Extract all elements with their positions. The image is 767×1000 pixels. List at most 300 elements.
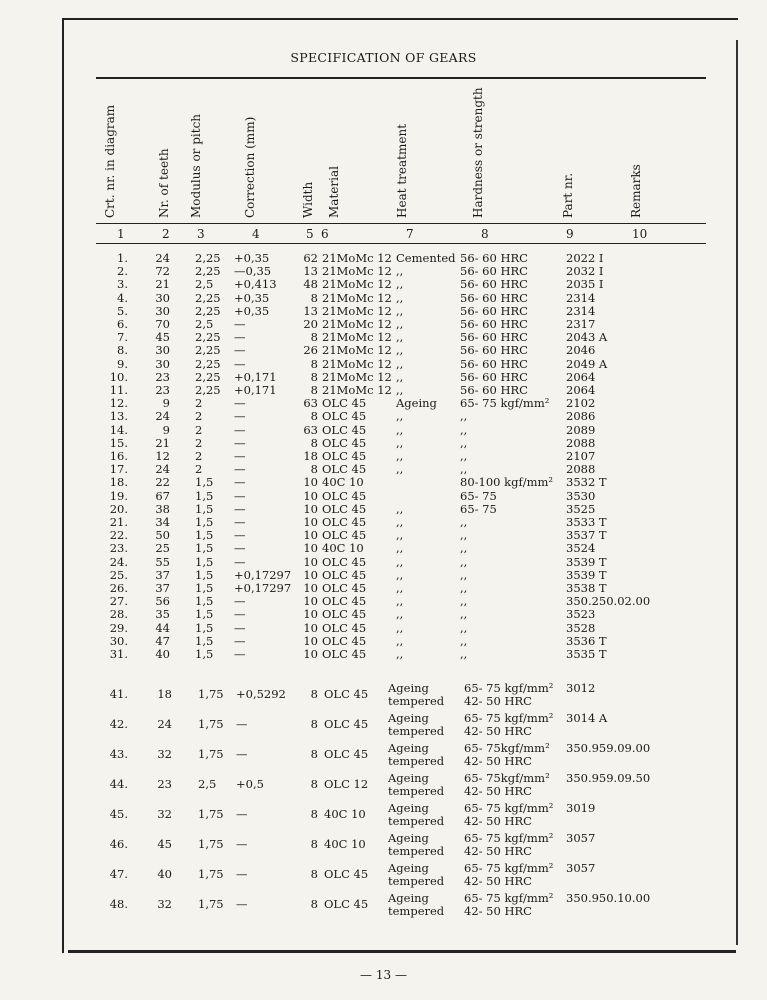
cell-width: 10 [303, 541, 318, 556]
cell-correction: +0,17297 [234, 581, 292, 595]
cell-width: 63 [303, 422, 318, 437]
cell-heat-treatment: ,, [396, 290, 404, 305]
cell-width: 8 [310, 867, 318, 881]
cell-correction: — [234, 633, 246, 648]
page-frame-left [62, 18, 64, 953]
column-number: 10 [632, 227, 648, 241]
cell-modulus: 1,5 [195, 581, 214, 595]
cell-crt-nr: 9. [117, 356, 128, 371]
cell-width: 10 [303, 515, 318, 529]
cell-heat-treatment: ,, [396, 317, 404, 331]
cell-width: 8 [310, 462, 318, 477]
cell-material: 40C 10 [322, 541, 364, 556]
cell-crt-nr: 18. [109, 475, 128, 490]
cell-width: 10 [303, 554, 318, 569]
cell-crt-nr: 8. [117, 343, 128, 358]
cell-heat-treatment: ,, [396, 581, 404, 595]
cell-modulus: 1,5 [195, 528, 214, 543]
cell-material: 21MoMc 12 [322, 277, 392, 292]
cell-heat-treatment: ,, [396, 633, 404, 648]
cell-width: 10 [303, 607, 318, 622]
cell-material: OLC 45 [322, 581, 367, 595]
cell-material: OLC 45 [324, 717, 369, 731]
cell-width: 8 [310, 356, 318, 371]
cell-part-nr: 3538 T [566, 581, 607, 595]
cell-material: OLC 45 [322, 554, 367, 569]
cell-crt-nr: 46. [109, 837, 128, 851]
cell-correction: +0,5 [236, 777, 264, 791]
cell-part-nr: 3057 [566, 861, 596, 875]
cell-part-nr: 3019 [566, 801, 596, 815]
page-frame-top [62, 18, 738, 20]
cell-teeth: 9 [162, 396, 170, 411]
cell-material: OLC 45 [322, 462, 367, 477]
cell-width: 8 [310, 330, 318, 345]
cell-teeth: 21 [155, 435, 170, 450]
cell-part-nr: 2032 I [566, 264, 604, 279]
cell-hardness: ,, [460, 449, 468, 463]
cell-hardness: 65- 75 [460, 501, 497, 516]
cell-crt-nr: 45. [109, 807, 128, 821]
cell-material: OLC 45 [322, 501, 367, 516]
cell-crt-nr: 48. [109, 897, 128, 911]
cell-width: 8 [310, 897, 318, 911]
cell-teeth: 24 [155, 251, 170, 265]
cell-material: OLC 45 [322, 607, 367, 622]
column-number: 8 [481, 227, 489, 241]
cell-width: 13 [303, 303, 318, 318]
cell-crt-nr: 44. [109, 777, 128, 791]
cell-part-nr: 2314 [566, 303, 596, 318]
cell-heat-treatment: Ageing [388, 831, 429, 845]
cell-modulus: 1,5 [195, 633, 214, 648]
cell-width: 8 [310, 435, 318, 450]
cell-hardness: 56- 60 HRC [460, 317, 528, 331]
cell-width: 26 [303, 343, 318, 358]
cell-material: 40C 10 [324, 807, 366, 821]
cell-teeth: 32 [157, 747, 172, 761]
cell-width: 8 [310, 717, 318, 731]
cell-teeth: 70 [155, 317, 170, 331]
cell-correction: — [234, 528, 246, 543]
cell-hardness: 56- 60 HRC [460, 343, 528, 358]
cell-material: OLC 45 [324, 747, 369, 761]
cell-crt-nr: 11. [109, 383, 128, 397]
cell-modulus: 1,5 [195, 515, 214, 529]
cell-teeth: 44 [155, 620, 170, 635]
cell-modulus: 1,5 [195, 647, 214, 661]
cell-correction: — [234, 620, 246, 635]
cell-hardness: 65- 75 [460, 488, 497, 503]
cell-crt-nr: 4. [117, 290, 128, 305]
cell-part-nr: 350.959.09.00 [566, 741, 651, 755]
cell-material: OLC 45 [324, 897, 369, 911]
cell-crt-nr: 42. [109, 717, 128, 731]
cell-hardness: ,, [460, 462, 468, 477]
cell-heat-treatment: Ageing [388, 711, 429, 725]
cell-modulus: 2,25 [195, 290, 221, 305]
cell-crt-nr: 24. [109, 554, 128, 569]
cell-crt-nr: 15. [109, 435, 128, 450]
cell-strength: 65- 75kgf/mm² [464, 771, 550, 785]
cell-part-nr: 2107 [566, 449, 596, 463]
cell-hardness: ,, [460, 581, 468, 595]
cell-correction: — [236, 717, 248, 731]
header-modulus: Modulus or pitch [189, 113, 203, 218]
page-frame-bottom [68, 950, 736, 953]
cell-heat-treatment: Ageing [388, 801, 429, 815]
cell-heat-treatment: Ageing [388, 741, 429, 755]
column-number: 9 [566, 227, 574, 241]
cell-modulus: 1,5 [195, 541, 214, 556]
cell-hardness: ,, [460, 594, 468, 609]
cell-width: 62 [303, 251, 318, 265]
cell-crt-nr: 47. [109, 867, 128, 881]
cell-part-nr: 3057 [566, 831, 596, 845]
cell-teeth: 47 [155, 633, 170, 648]
cell-crt-nr: 31. [109, 647, 128, 661]
cell-correction: — [236, 867, 248, 881]
header-rule-bottom [96, 243, 706, 244]
cell-width: 8 [310, 777, 318, 791]
cell-width: 8 [310, 290, 318, 305]
cell-hardness: 56- 60 HRC [460, 330, 528, 345]
cell-hardness: 56- 60 HRC [460, 356, 528, 371]
cell-heat-treatment: ,, [396, 369, 404, 384]
cell-modulus: 2,25 [195, 330, 221, 345]
cell-crt-nr: 23. [109, 541, 128, 556]
cell-strength: 65- 75 kgf/mm² [464, 711, 554, 725]
cell-crt-nr: 19. [109, 488, 128, 503]
cell-part-nr: 3524 [566, 541, 596, 556]
column-number: 1 [117, 227, 125, 241]
cell-part-nr: 2064 [566, 383, 596, 397]
cell-strength: 65- 75 kgf/mm² [464, 801, 554, 815]
cell-material: 21MoMc 12 [322, 369, 392, 384]
cell-heat-treatment-2: tempered [388, 724, 445, 738]
cell-correction: +0,35 [234, 290, 270, 305]
cell-modulus: 1,5 [195, 620, 214, 635]
cell-correction: +0,17297 [234, 567, 292, 582]
cell-heat-treatment: ,, [396, 343, 404, 358]
cell-part-nr: 3535 T [566, 647, 607, 661]
cell-teeth: 24 [157, 717, 172, 731]
cell-modulus: 2,25 [195, 383, 221, 397]
column-number: 3 [197, 227, 205, 241]
cell-teeth: 9 [162, 422, 170, 437]
column-number: 5 [306, 227, 314, 241]
cell-part-nr: 3530 [566, 488, 596, 503]
header-hardness: Hardness or strength [471, 87, 485, 218]
cell-modulus: 1,5 [195, 594, 214, 609]
cell-part-nr: 2314 [566, 290, 596, 305]
header-heat-treatment: Heat treatment [395, 123, 409, 218]
cell-material: 21MoMc 12 [322, 317, 392, 331]
cell-teeth: 37 [155, 567, 170, 582]
cell-modulus: 2 [195, 396, 203, 411]
cell-heat-treatment-2: tempered [388, 784, 445, 798]
cell-teeth: 40 [155, 647, 170, 661]
cell-material: OLC 45 [322, 449, 367, 463]
cell-modulus: 2,25 [195, 343, 221, 358]
cell-heat-treatment: ,, [396, 647, 404, 661]
cell-width: 10 [303, 581, 318, 595]
cell-heat-treatment-2: tempered [388, 904, 445, 918]
cell-strength: 65- 75 kgf/mm² [464, 861, 554, 875]
cell-material: OLC 45 [322, 620, 367, 635]
cell-width: 8 [310, 369, 318, 384]
cell-part-nr: 2064 [566, 369, 596, 384]
cell-teeth: 23 [155, 383, 170, 397]
cell-modulus: 1,75 [198, 807, 224, 821]
cell-heat-treatment: ,, [396, 620, 404, 635]
cell-width: 10 [303, 620, 318, 635]
cell-heat-treatment: ,, [396, 515, 404, 529]
cell-material: 21MoMc 12 [322, 356, 392, 371]
cell-material: 21MoMc 12 [322, 264, 392, 279]
cell-hardness: ,, [460, 409, 468, 424]
cell-part-nr: 350.950.10.00 [566, 891, 651, 905]
cell-hardness: 56- 60 HRC [460, 290, 528, 305]
cell-correction: —0,35 [234, 264, 272, 279]
cell-material: OLC 45 [322, 488, 367, 503]
cell-hardness: 56- 60 HRC [460, 383, 528, 397]
cell-modulus: 1,75 [198, 717, 224, 731]
cell-width: 8 [310, 807, 318, 821]
cell-material: OLC 45 [322, 396, 367, 411]
cell-heat-treatment: ,, [396, 330, 404, 345]
cell-correction: — [234, 343, 246, 358]
cell-correction: — [236, 897, 248, 911]
header-correction: Correction (mm) [243, 116, 257, 218]
cell-crt-nr: 12. [109, 396, 128, 411]
cell-teeth: 25 [155, 541, 170, 556]
cell-part-nr: 350.959.09.50 [566, 771, 651, 785]
cell-crt-nr: 30. [109, 633, 128, 648]
cell-material: 40C 10 [322, 475, 364, 490]
cell-material: 21MoMc 12 [322, 303, 392, 318]
cell-heat-treatment: ,, [396, 594, 404, 609]
cell-teeth: 24 [155, 462, 170, 477]
cell-heat-treatment: ,, [396, 554, 404, 569]
cell-hardness: ,, [460, 541, 468, 556]
cell-correction: — [234, 475, 246, 490]
cell-teeth: 30 [155, 343, 170, 358]
cell-modulus: 1,5 [195, 501, 214, 516]
cell-crt-nr: 20. [109, 501, 128, 516]
cell-strength: 65- 75kgf/mm² [464, 741, 550, 755]
cell-hardness: ,, [460, 633, 468, 648]
cell-part-nr: 2035 I [566, 277, 604, 292]
cell-width: 8 [310, 747, 318, 761]
cell-part-nr: 3523 [566, 607, 596, 622]
cell-modulus: 1,75 [198, 687, 224, 701]
cell-correction: +0,171 [234, 383, 277, 397]
cell-crt-nr: 22. [109, 528, 128, 543]
cell-heat-treatment: ,, [396, 541, 404, 556]
cell-part-nr: 3012 [566, 681, 596, 695]
cell-modulus: 2,5 [195, 277, 214, 292]
cell-width: 10 [303, 488, 318, 503]
cell-hardness: 42- 50 HRC [464, 784, 532, 798]
cell-width: 10 [303, 647, 318, 661]
cell-part-nr: 2049 A [566, 356, 608, 371]
cell-part-nr: 3532 T [566, 475, 607, 490]
cell-correction: — [234, 330, 246, 345]
cell-crt-nr: 21. [109, 515, 128, 529]
cell-crt-nr: 7. [117, 330, 128, 345]
cell-heat-treatment: ,, [396, 356, 404, 371]
cell-crt-nr: 14. [109, 422, 128, 437]
cell-correction: — [234, 501, 246, 516]
cell-correction: +0,35 [234, 303, 270, 318]
page-title: SPECIFICATION OF GEARS [290, 50, 477, 65]
cell-width: 10 [303, 567, 318, 582]
cell-correction: — [234, 554, 246, 569]
cell-hardness: 42- 50 HRC [464, 844, 532, 858]
cell-material: OLC 45 [322, 633, 367, 648]
cell-modulus: 2 [195, 435, 203, 450]
cell-part-nr: 2086 [566, 409, 596, 424]
cell-part-nr: 2088 [566, 435, 596, 450]
cell-modulus: 2 [195, 449, 203, 463]
cell-crt-nr: 29. [109, 620, 128, 635]
cell-heat-treatment: Ageing [388, 891, 429, 905]
cell-material: OLC 45 [322, 409, 367, 424]
cell-part-nr: 3536 T [566, 633, 607, 648]
cell-heat-treatment-2: tempered [388, 814, 445, 828]
cell-correction: — [234, 594, 246, 609]
cell-width: 63 [303, 396, 318, 411]
cell-heat-treatment: ,, [396, 303, 404, 318]
cell-crt-nr: 43. [109, 747, 128, 761]
cell-hardness: 80-100 kgf/mm² [460, 475, 554, 490]
cell-part-nr: 2088 [566, 462, 596, 477]
cell-hardness: 65- 75 kgf/mm² [460, 396, 550, 411]
cell-width: 8 [310, 837, 318, 851]
cell-hardness: ,, [460, 620, 468, 635]
cell-width: 10 [303, 475, 318, 490]
cell-hardness: ,, [460, 647, 468, 661]
cell-modulus: 2,25 [195, 303, 221, 318]
cell-correction: — [234, 515, 246, 529]
cell-part-nr: 2046 [566, 343, 596, 358]
cell-material: 21MoMc 12 [322, 383, 392, 397]
cell-heat-treatment-2: tempered [388, 694, 445, 708]
cell-teeth: 38 [155, 501, 170, 516]
cell-heat-treatment: ,, [396, 264, 404, 279]
cell-heat-treatment: ,, [396, 277, 404, 292]
cell-heat-treatment: Ageing [388, 681, 429, 695]
cell-strength: 65- 75 kgf/mm² [464, 681, 554, 695]
cell-modulus: 2 [195, 422, 203, 437]
cell-material: 21MoMc 12 [322, 343, 392, 358]
cell-hardness: ,, [460, 607, 468, 622]
cell-width: 20 [303, 317, 318, 331]
cell-width: 13 [303, 264, 318, 279]
cell-correction: — [234, 541, 246, 556]
cell-teeth: 45 [157, 837, 172, 851]
cell-teeth: 23 [155, 369, 170, 384]
cell-modulus: 2 [195, 462, 203, 477]
cell-crt-nr: 27. [109, 594, 128, 609]
cell-teeth: 23 [157, 777, 172, 791]
cell-teeth: 72 [155, 264, 170, 279]
cell-modulus: 2,25 [195, 369, 221, 384]
cell-teeth: 35 [155, 607, 170, 622]
cell-width: 8 [310, 383, 318, 397]
cell-teeth: 32 [157, 807, 172, 821]
cell-teeth: 30 [155, 303, 170, 318]
cell-modulus: 1,75 [198, 897, 224, 911]
cell-material: OLC 45 [322, 567, 367, 582]
cell-modulus: 1,5 [195, 567, 214, 582]
cell-material: OLC 45 [322, 422, 367, 437]
header-part-nr: Part nr. [561, 172, 575, 218]
cell-hardness: 42- 50 HRC [464, 724, 532, 738]
cell-width: 10 [303, 528, 318, 543]
cell-correction: — [234, 356, 246, 371]
cell-teeth: 22 [155, 475, 170, 490]
cell-material: OLC 45 [322, 515, 367, 529]
cell-crt-nr: 28. [109, 607, 128, 622]
cell-part-nr: 2022 I [566, 251, 604, 265]
cell-hardness: 56- 60 HRC [460, 251, 528, 265]
cell-modulus: 2,5 [195, 317, 214, 331]
cell-correction: — [234, 607, 246, 622]
cell-crt-nr: 10. [109, 369, 128, 384]
cell-correction: — [236, 747, 248, 761]
cell-teeth: 56 [155, 594, 170, 609]
cell-modulus: 2,25 [195, 264, 221, 279]
cell-hardness: 42- 50 HRC [464, 814, 532, 828]
cell-heat-treatment: Ageing [388, 771, 429, 785]
cell-modulus: 1,5 [195, 475, 214, 490]
cell-heat-treatment-2: tempered [388, 754, 445, 768]
cell-hardness: ,, [460, 515, 468, 529]
cell-crt-nr: 2. [117, 264, 128, 279]
page-number: — 13 — [360, 968, 407, 982]
cell-modulus: 1,75 [198, 747, 224, 761]
cell-width: 48 [303, 277, 318, 292]
column-number: 2 [162, 227, 170, 241]
cell-heat-treatment: ,, [396, 528, 404, 543]
cell-teeth: 24 [155, 409, 170, 424]
cell-strength: 65- 75 kgf/mm² [464, 831, 554, 845]
cell-teeth: 67 [155, 488, 170, 503]
cell-part-nr: 2043 A [566, 330, 608, 345]
cell-hardness: 56- 60 HRC [460, 303, 528, 318]
cell-teeth: 32 [157, 897, 172, 911]
cell-material: 21MoMc 12 [322, 251, 392, 265]
cell-material: OLC 45 [322, 528, 367, 543]
cell-heat-treatment-2: tempered [388, 874, 445, 888]
cell-part-nr: 3014 A [566, 711, 608, 725]
cell-correction: — [234, 647, 246, 661]
cell-width: 8 [310, 687, 318, 701]
cell-hardness: 56- 60 HRC [460, 369, 528, 384]
cell-modulus: 1,75 [198, 837, 224, 851]
cell-crt-nr: 25. [109, 567, 128, 582]
cell-modulus: 2,25 [195, 356, 221, 371]
column-number: 4 [252, 227, 260, 241]
cell-material: OLC 45 [322, 594, 367, 609]
cell-heat-treatment: ,, [396, 567, 404, 582]
cell-material: OLC 45 [324, 867, 369, 881]
cell-strength: 65- 75 kgf/mm² [464, 891, 554, 905]
cell-part-nr: 2102 [566, 396, 596, 411]
cell-modulus: 2,25 [195, 251, 221, 265]
